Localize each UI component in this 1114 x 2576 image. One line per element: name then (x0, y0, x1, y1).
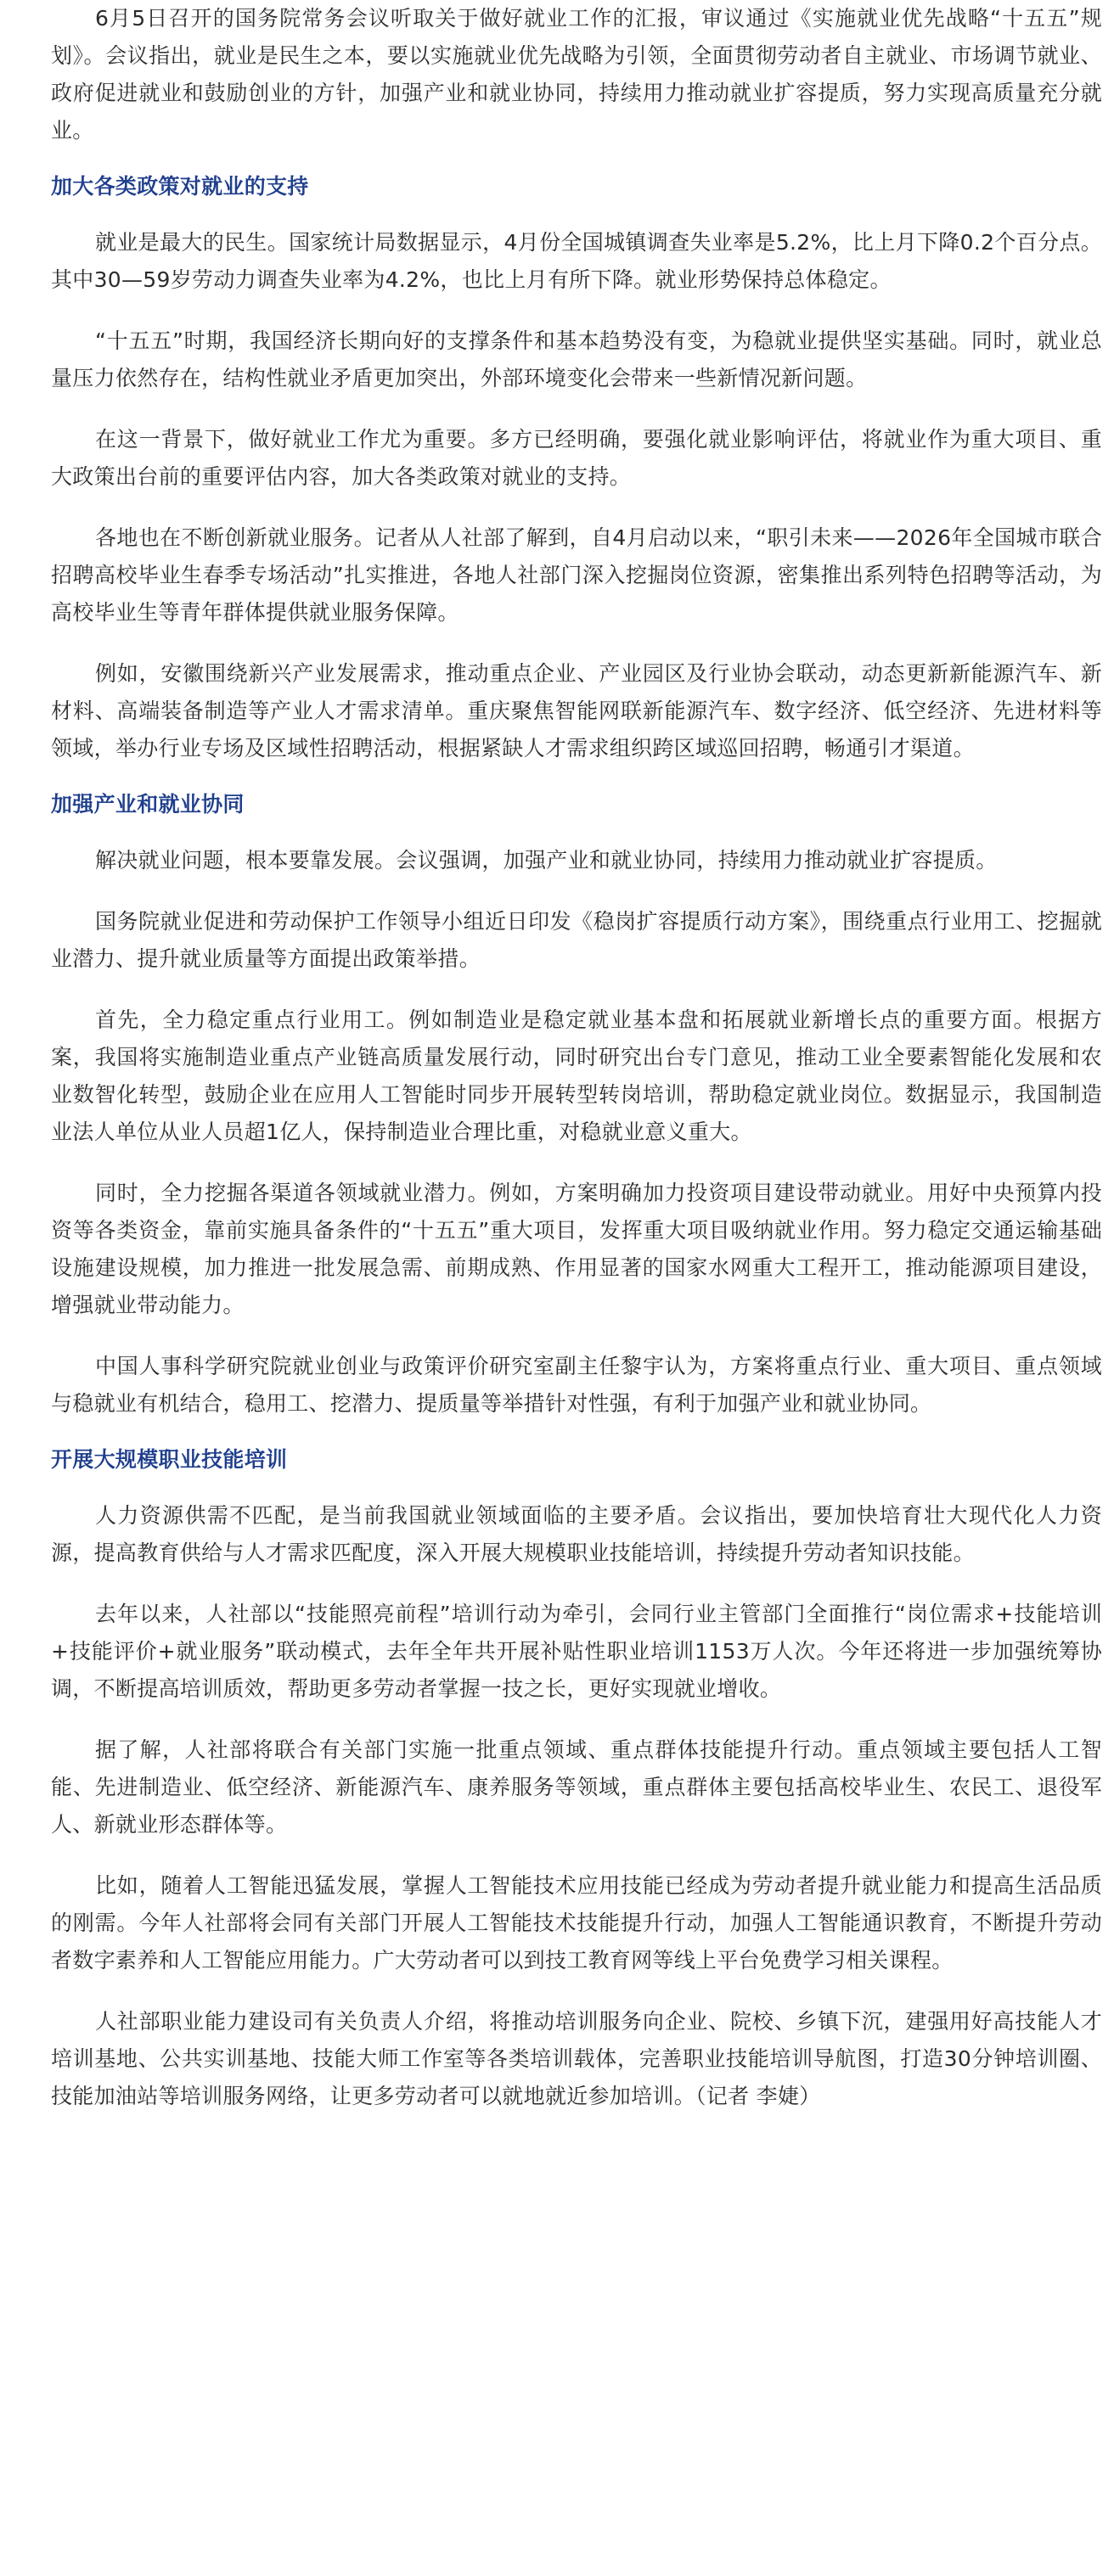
paragraph: 首先，全力稳定重点行业用工。例如制造业是稳定就业基本盘和拓展就业新增长点的重要方面。根据方案，我国将实施制造业重点产业链高质量发展行动，同时研究出台专门意见，推动工业全要素智能化发展和农业数智化转型，鼓励企业在应用人工智能时同步开展转型转岗培训，帮助稳定就业岗位。数据显示，我国制造业法人单位从业人员超1亿人，保持制造业合理比重，对稳就业意义重大。 (51, 1007, 1102, 1144)
paragraph: 同时，全力挖掘各渠道各领域就业潜力。例如，方案明确加力投资项目建设带动就业。用好中央预算内投资等各类资金，靠前实施具备条件的“十五五”重大项目，发挥重大项目吸纳就业作用。努力稳定交通运输基础设施建设规模，加力推进一批发展急需、前期成熟、作用显著的国家水网重大工程开工，推动能源项目建设，增强就业带动能力。 (51, 1181, 1102, 1317)
section-heading-industry-employment: 加强产业和就业协同 (51, 792, 245, 817)
paragraph-intro: 6月5日召开的国务院常务会议听取关于做好就业工作的汇报，审议通过《实施就业优先战略“十五五”规划》。会议指出，就业是民生之本，要以实施就业优先战略为引领，全面贯彻劳动者自主就业、市场调节就业、政府促进就业和鼓励创业的方针，加强产业和就业协同，持续用力推动就业扩容提质，努力实现高质量充分就业。 (51, 6, 1102, 143)
paragraph: 各地也在不断创新就业服务。记者从人社部了解到，自4月启动以来，“职引未来——2026年全国城市联合招聘高校毕业生春季专场活动”扎实推进，各地人社部门深入挖掘岗位资源，密集推出系列特色招聘等活动，为高校毕业生等青年群体提供就业服务保障。 (51, 525, 1102, 625)
paragraph: “十五五”时期，我国经济长期向好的支撑条件和基本趋势没有变，为稳就业提供坚实基础。同时，就业总量压力依然存在，结构性就业矛盾更加突出，外部环境变化会带来一些新情况新问题。 (51, 328, 1102, 390)
paragraph: 中国人事科学研究院就业创业与政策评价研究室副主任黎宇认为，方案将重点行业、重大项目、重点领域与稳就业有机结合，稳用工、挖潜力、提质量等举措针对性强，有利于加强产业和就业协同。 (51, 1354, 1102, 1416)
paragraph: 据了解，人社部将联合有关部门实施一批重点领域、重点群体技能提升行动。重点领域主要包括人工智能、先进制造业、低空经济、新能源汽车、康养服务等领域，重点群体主要包括高校毕业生、农民工、退役军人、新就业形态群体等。 (51, 1737, 1102, 1837)
paragraph: 比如，随着人工智能迅猛发展，掌握人工智能技术应用技能已经成为劳动者提升就业能力和提高生活品质的刚需。今年人社部将会同有关部门开展人工智能技术技能提升行动，加强人工智能通识教育，不断提升劳动者数字素养和人工智能应用能力。广大劳动者可以到技工教育网等线上平台免费学习相关课程。 (51, 1873, 1102, 1973)
paragraph: 解决就业问题，根本要靠发展。会议强调，加强产业和就业协同，持续用力推动就业扩容提质。 (95, 848, 998, 873)
section-heading-skills-training: 开展大规模职业技能培训 (51, 1447, 288, 1472)
paragraph-closing: 人社部职业能力建设司有关负责人介绍，将推动培训服务向企业、院校、乡镇下沉，建强用好高技能人才培训基地、公共实训基地、技能大师工作室等各类培训载体，完善职业技能培训导航图，打造30分钟培训圈、技能加油站等培训服务网络，让更多劳动者可以就地就近参加培训。（记者 李婕） (51, 2009, 1102, 2108)
section-heading-policy-support: 加大各类政策对就业的支持 (51, 174, 309, 199)
article-body (51, 0, 1102, 2115)
paragraph: 国务院就业促进和劳动保护工作领导小组近日印发《稳岗扩容提质行动方案》，围绕重点行业用工、挖掘就业潜力、提升就业质量等方面提出政策举措。 (51, 909, 1102, 971)
paragraph: 在这一背景下，做好就业工作尤为重要。多方已经明确，要强化就业影响评估，将就业作为重大项目、重大政策出台前的重要评估内容，加大各类政策对就业的支持。 (51, 427, 1102, 489)
paragraph: 去年以来，人社部以“技能照亮前程”培训行动为牵引，会同行业主管部门全面推行“岗位需求+技能培训+技能评价+就业服务”联动模式，去年全年共开展补贴性职业培训1153万人次。今年还将进一步加强统筹协调，不断提高培训质效，帮助更多劳动者掌握一技之长，更好实现就业增收。 (51, 1602, 1102, 1701)
paragraph: 例如，安徽围绕新兴产业发展需求，推动重点企业、产业园区及行业协会联动，动态更新新能源汽车、新材料、高端装备制造等产业人才需求清单。重庆聚焦智能网联新能源汽车、数字经济、低空经济、先进材料等领域，举办行业专场及区域性招聘活动，根据紧缺人才需求组织跨区域巡回招聘，畅通引才渠道。 (51, 661, 1102, 760)
paragraph: 就业是最大的民生。国家统计局数据显示，4月份全国城镇调查失业率是5.2%，比上月下降0.2个百分点。其中30—59岁劳动力调查失业率为4.2%，也比上月有所下降。就业形势保持总体稳定。 (51, 230, 1102, 292)
paragraph: 人力资源供需不匹配，是当前我国就业领域面临的主要矛盾。会议指出，要加快培育壮大现代化人力资源，提高教育供给与人才需求匹配度，深入开展大规模职业技能培训，持续提升劳动者知识技能。 (51, 1503, 1102, 1565)
